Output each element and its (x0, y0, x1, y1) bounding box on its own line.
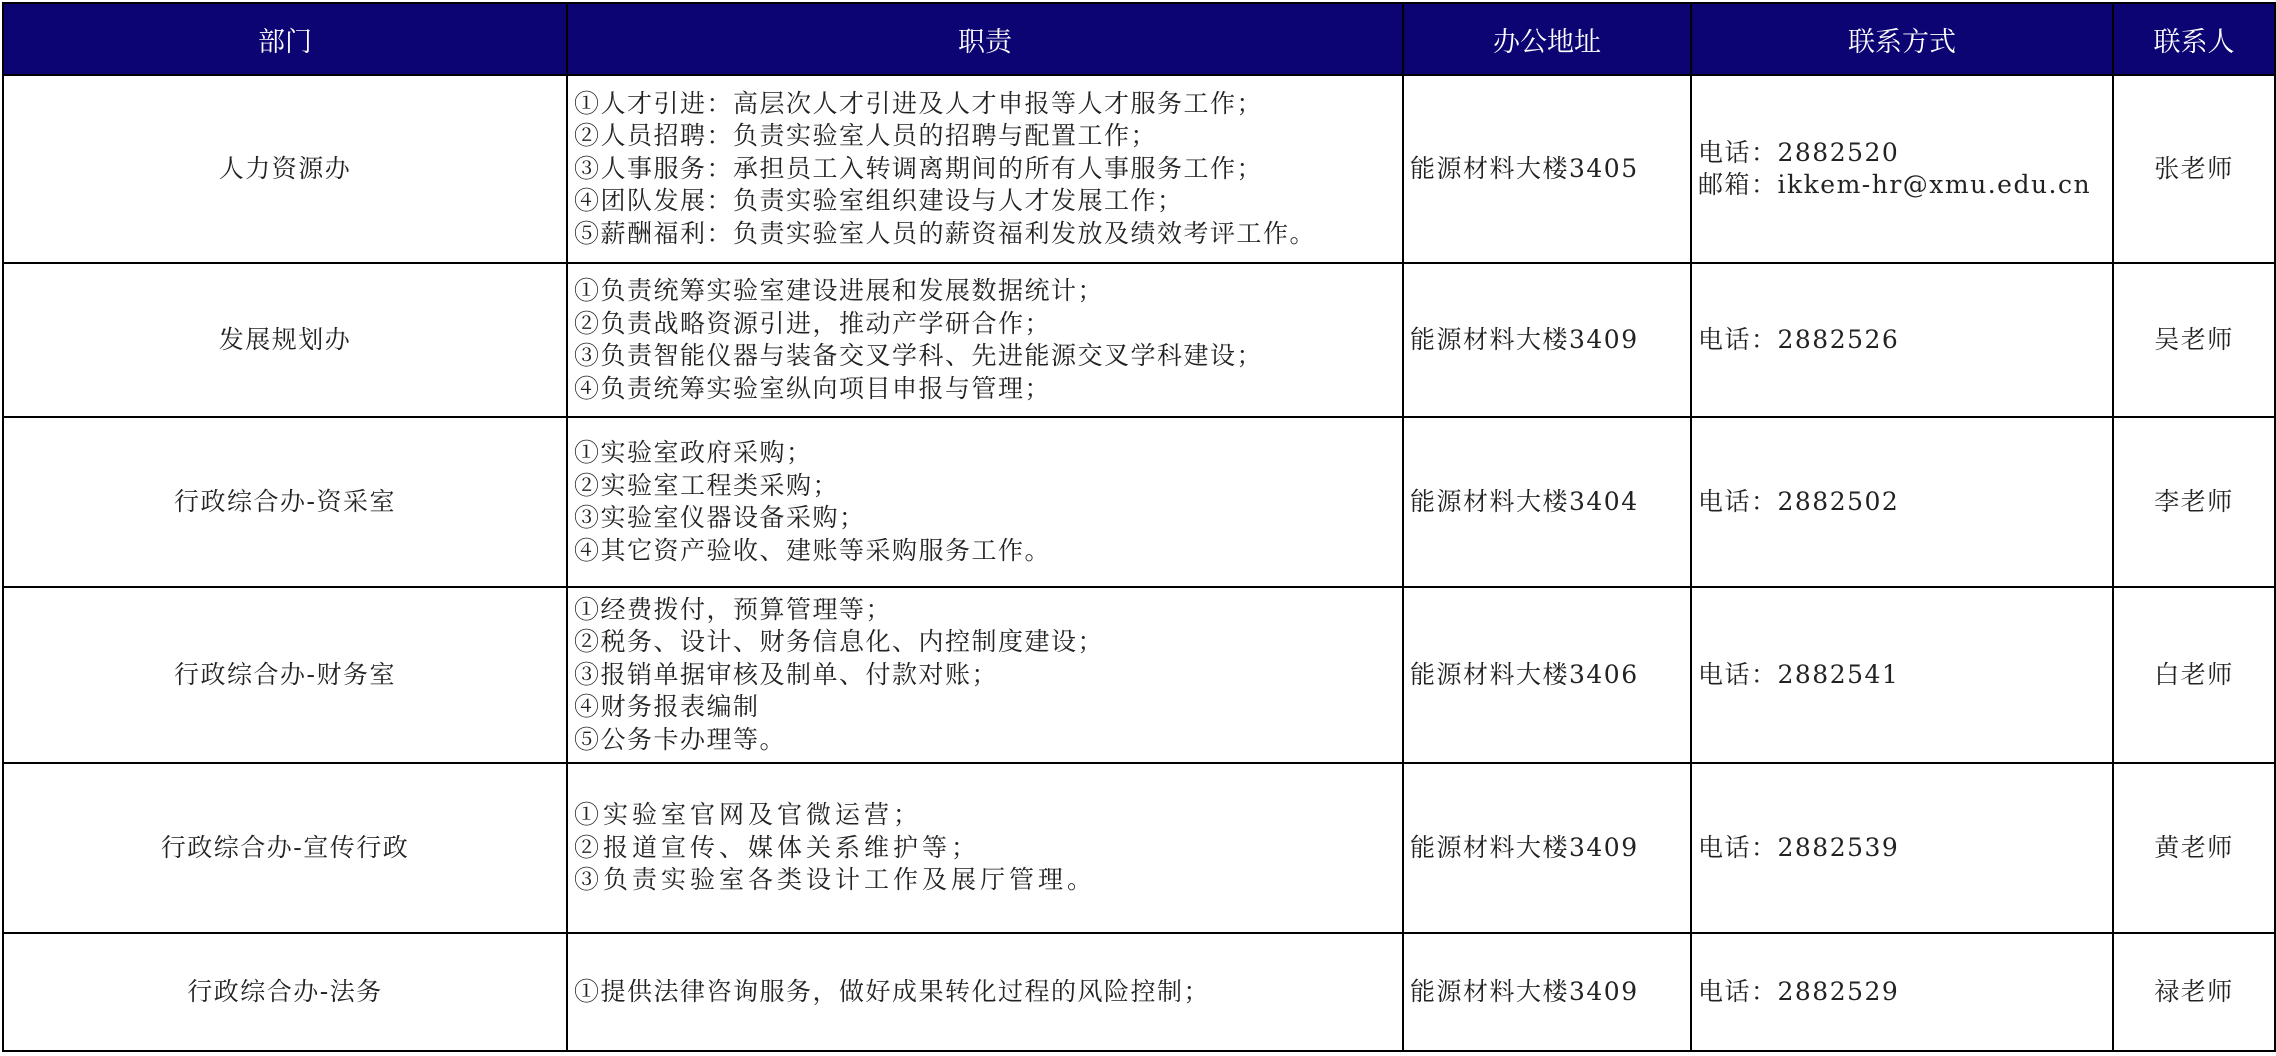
duties-cell (567, 417, 1403, 587)
duties-cell (567, 587, 1403, 763)
duty-item: ②税务、设计、财务信息化、内控制度建设； (574, 627, 1105, 657)
duty-item: ①实验室官网及官微运营； (574, 800, 923, 830)
duties-cell (567, 263, 1403, 417)
phone-number: 电话：2882541 (1691, 587, 2113, 763)
department-name: 行政综合办-财务室 (3, 587, 567, 763)
duties-cell (567, 763, 1403, 933)
department-name: 行政综合办-法务 (3, 933, 567, 1051)
header-duties: 职责 (567, 3, 1403, 75)
duty-item: ②报道宣传、媒体关系维护等； (574, 832, 981, 862)
duty-item: ④团队发展：负责实验室组织建设与人才发展工作； (574, 186, 1184, 216)
department-name: 行政综合办-资采室 (3, 417, 567, 587)
duty-item: ③负责智能仪器与装备交叉学科、先进能源交叉学科建设； (574, 341, 1264, 370)
phone-number: 电话：2882520 (1698, 137, 1900, 167)
duty-item: ①经费拨付，预算管理等； (574, 594, 893, 624)
duty-item: ④财务报表编制 (574, 692, 760, 722)
department-name: 发展规划办 (3, 263, 567, 417)
duty-item: ⑤薪酬福利：负责实验室人员的薪资福利发放及绩效考评工作。 (574, 218, 1317, 248)
phone-number: 电话：2882526 (1691, 263, 2113, 417)
duty-item: ④其它资产验收、建账等采购服务工作。 (574, 535, 1052, 565)
phone-number: 电话：2882502 (1691, 417, 2113, 587)
phone-number: 电话：2882539 (1691, 763, 2113, 933)
header-contact-method: 联系方式 (1691, 3, 2113, 75)
office-address: 能源材料大楼3409 (1403, 763, 1691, 933)
duty-item: ①负责统筹实验室建设进展和发展数据统计； (574, 276, 1105, 305)
duty-item: ④负责统筹实验室纵向项目申报与管理； (574, 373, 1052, 403)
duty-item: ⑤公务卡办理等。 (574, 724, 787, 754)
duties-cell (567, 933, 1403, 1051)
duty-item: ③人事服务：承担员工入转调离期间的所有人事服务工作； (574, 153, 1264, 183)
office-address: 能源材料大楼3404 (1403, 417, 1691, 587)
duty-item: ①人才引进：高层次人才引进及人才申报等人才服务工作； (574, 88, 1264, 118)
duty-item: ①实验室政府采购； (574, 438, 813, 467)
contact-person: 李老师 (2113, 417, 2275, 587)
duty-item: ①提供法律咨询服务，做好成果转化过程的风险控制； (574, 976, 1211, 1006)
header-department: 部门 (3, 3, 567, 75)
phone-number: 电话：2882529 (1691, 933, 2113, 1051)
table-row (3, 933, 2275, 1051)
contact-person: 黄老师 (2113, 763, 2275, 933)
contact-person: 白老师 (2113, 587, 2275, 763)
duty-item: ③报销单据审核及制单、付款对账； (574, 659, 999, 689)
header-contact-person: 联系人 (2113, 3, 2275, 75)
duty-item: ②实验室工程类采购； (574, 470, 840, 500)
table-row (3, 763, 2275, 933)
department-name: 行政综合办-宣传行政 (3, 763, 567, 933)
department-table (2, 2, 2276, 1052)
contact-person: 张老师 (2113, 75, 2275, 263)
contact-person: 禄老师 (2113, 933, 2275, 1051)
email-address: 邮箱：ikkem-hr@xmu.edu.cn (1698, 170, 2092, 199)
department-name: 人力资源办 (3, 75, 567, 263)
table-row (3, 75, 2275, 263)
duty-item: ③实验室仪器设备采购； (574, 503, 866, 532)
contact-person: 吴老师 (2113, 263, 2275, 417)
duty-item: ②负责战略资源引进，推动产学研合作； (574, 308, 1052, 338)
table-row (3, 263, 2275, 417)
header-address: 办公地址 (1403, 3, 1691, 75)
duty-item: ③负责实验室各类设计工作及展厅管理。 (574, 865, 1097, 895)
contact-info-cell (1691, 75, 2113, 263)
table-row (3, 417, 2275, 587)
office-address: 能源材料大楼3409 (1403, 933, 1691, 1051)
duties-cell (567, 75, 1403, 263)
table-header-row (3, 3, 2275, 75)
duty-item: ②人员招聘：负责实验室人员的招聘与配置工作； (574, 121, 1158, 151)
office-address: 能源材料大楼3406 (1403, 587, 1691, 763)
office-address: 能源材料大楼3405 (1403, 75, 1691, 263)
table-row (3, 587, 2275, 763)
office-address: 能源材料大楼3409 (1403, 263, 1691, 417)
